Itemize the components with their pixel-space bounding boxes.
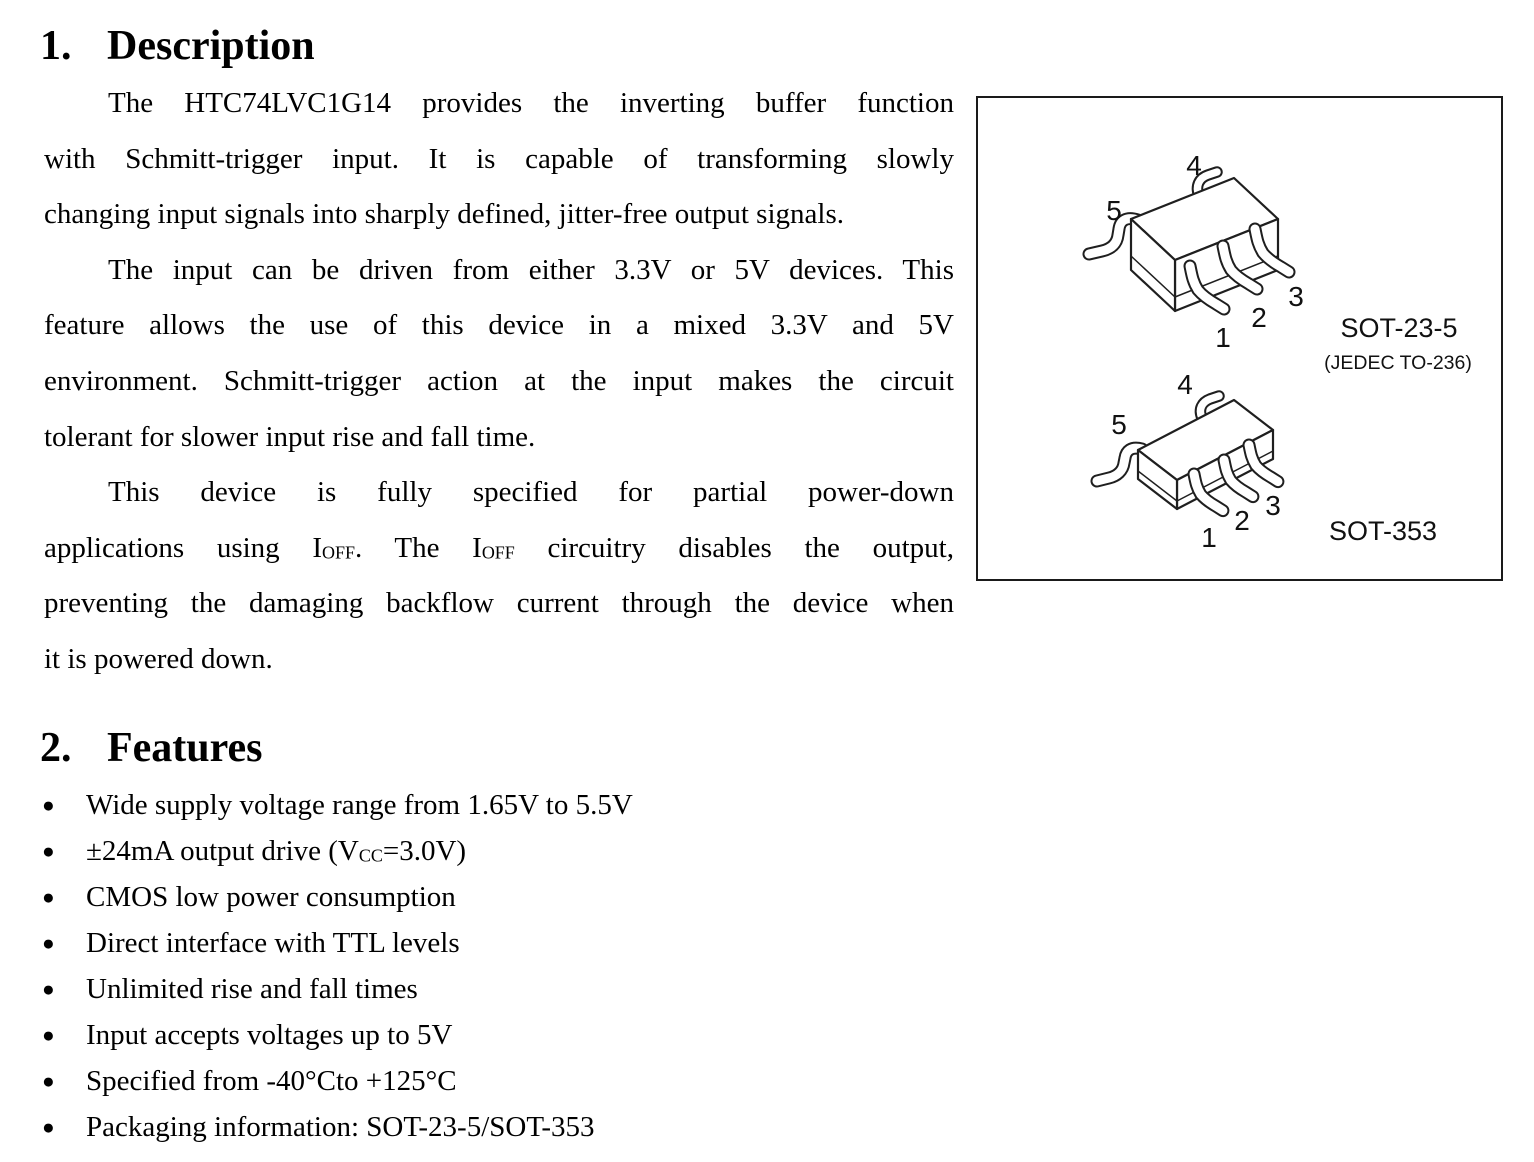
bullet-icon: ●: [42, 1115, 55, 1139]
section-2-title: Features: [107, 725, 263, 771]
feature-item: [42, 874, 633, 920]
feature-item: [42, 1058, 633, 1104]
section-2-heading: [40, 726, 263, 770]
pin-2-label: 2: [1234, 505, 1250, 536]
pin-5-label: 5: [1106, 195, 1122, 226]
feature-item: [42, 828, 633, 874]
description-line: The HTC74LVC1G14 provides the inverting buffer function: [108, 87, 954, 119]
pin-4-label: 4: [1186, 150, 1202, 181]
subscript-text: CC: [358, 845, 383, 866]
subscript-text: OFF: [322, 542, 355, 562]
package-jedec-label: (JEDEC TO-236): [1324, 352, 1472, 374]
sot-353-drawing: [1097, 369, 1437, 553]
feature-text: Packaging information: SOT-23-5/SOT-353: [86, 1111, 595, 1143]
description-line: with Schmitt-trigger input. It is capable of transforming slowly: [44, 142, 954, 175]
description-line: The input can be driven from either 3.3V or 5V devices. This: [108, 253, 954, 286]
feature-item: [42, 966, 633, 1012]
pin-2-label: 2: [1251, 302, 1267, 333]
description-line: tolerant for slower input rise and fall time.: [44, 420, 536, 453]
description-line: applications using IOFF. The IOFF circuitry disables the output,: [44, 531, 954, 564]
sot-23-5-drawing: [1089, 150, 1472, 374]
bullet-icon: ●: [42, 1069, 55, 1093]
feature-text: Unlimited rise and fall times: [86, 973, 418, 1005]
feature-item: [42, 920, 633, 966]
section-1-number: 1.: [40, 23, 72, 69]
feature-item: [42, 782, 633, 828]
features-list: [42, 782, 633, 1150]
section-1-title: Description: [107, 23, 315, 69]
feature-text: Input accepts voltages up to 5V: [86, 1019, 453, 1051]
feature-text: ±24mA output drive (VCC=3.0V): [86, 835, 467, 867]
feature-item: [42, 1104, 633, 1150]
bullet-icon: ●: [42, 885, 55, 909]
feature-text: Wide supply voltage range from 1.65V to 5.5V: [86, 789, 633, 821]
bullet-icon: ●: [42, 793, 55, 817]
section-1-heading: [40, 24, 315, 68]
feature-text: CMOS low power consumption: [86, 881, 456, 913]
feature-item: [42, 1012, 633, 1058]
feature-text: Specified from -40°Cto +125°C: [86, 1065, 457, 1097]
description-line: preventing the damaging backflow current through the device when: [44, 587, 954, 620]
section-2-number: 2.: [40, 725, 72, 771]
description-line: feature allows the use of this device in a mixed 3.3V and 5V: [44, 309, 954, 342]
description-line: it is powered down.: [44, 642, 273, 675]
pin-5-label: 5: [1111, 409, 1127, 440]
pin-1-label: 1: [1215, 322, 1231, 353]
pin-3-label: 3: [1265, 490, 1281, 521]
bullet-icon: ●: [42, 839, 55, 863]
subscript-text: OFF: [481, 542, 515, 562]
bullet-icon: ●: [42, 977, 55, 1001]
description-line: changing input signals into sharply defined, jitter-free output signals.: [44, 198, 844, 231]
feature-text: Direct interface with TTL levels: [86, 927, 460, 959]
description-paragraphs: [44, 76, 954, 688]
package-name-sot-23-5: SOT-23-5: [1340, 313, 1458, 343]
bullet-icon: ●: [42, 931, 55, 955]
package-figure-box: [976, 96, 1503, 581]
description-line: environment. Schmitt-trigger action at the input makes the circuit: [44, 364, 954, 397]
pin-4-label: 4: [1177, 369, 1193, 400]
pin-1-label: 1: [1201, 522, 1217, 553]
package-name-sot-353: SOT-353: [1328, 516, 1438, 546]
pin-3-label: 3: [1288, 281, 1304, 312]
description-line: This device is fully specified for partial power-down: [108, 476, 954, 509]
package-figure-drawing: [978, 98, 1501, 579]
bullet-icon: ●: [42, 1023, 55, 1047]
